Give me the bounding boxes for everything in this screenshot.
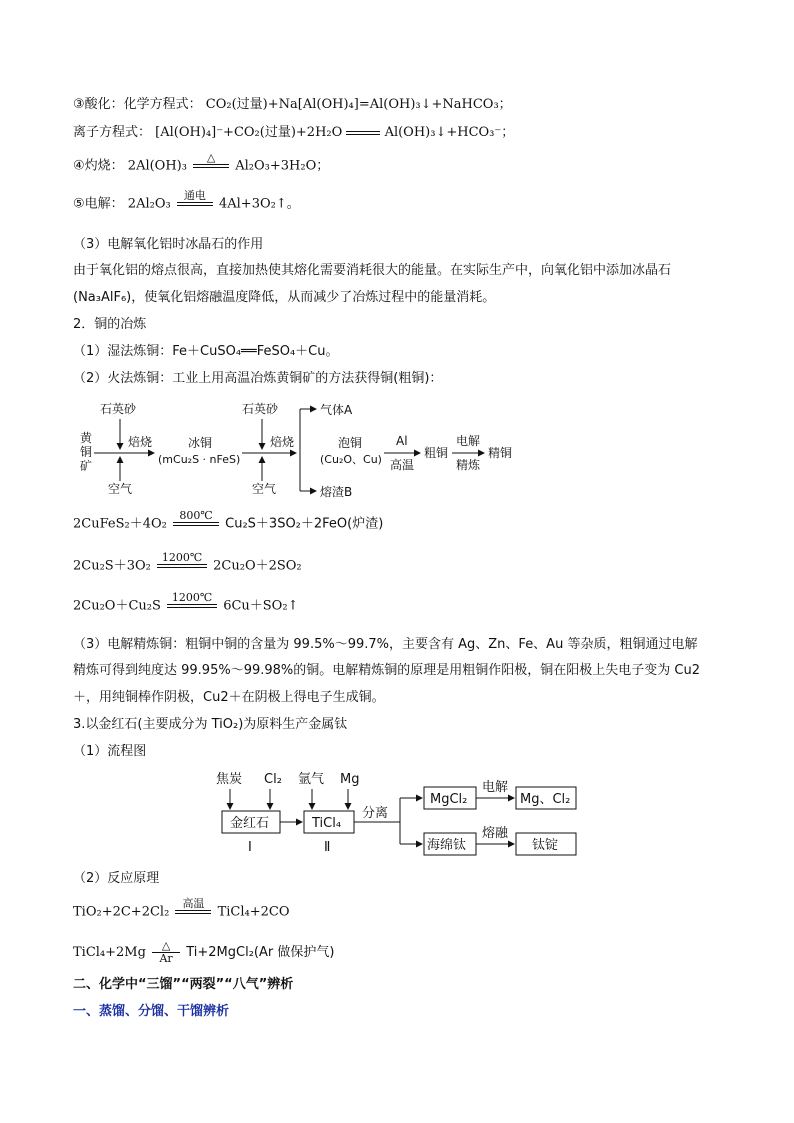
ore-char-3: 矿 [80, 459, 93, 473]
step5-left: 2Al₂O₃ [127, 196, 171, 212]
cu-eq3-cond-text: 1200℃ [171, 591, 213, 604]
step4-condition [193, 152, 229, 180]
copper-fire: （2）火法炼铜：工业上用高温冶炼黄铜矿的方法获得铜(粗铜)： [73, 371, 443, 386]
sec3-text-2: (Na₃AlF₆)，使氧化铝熔融温度降低，从而减少了冶炼过程中的能量消耗。 [73, 290, 496, 305]
rutile-label: 金红石 [230, 816, 270, 831]
refined-copper: 精铜 [488, 446, 513, 460]
refine-text-1: （3）电解精炼铜：粗铜中铜的含量为 99.5%～99.7%，主要含有 Ag、Zn、Fe、Au 等杂质，粗铜通过电解 [73, 637, 698, 652]
copper-title: 2．铜的冶炼 [73, 317, 147, 332]
cu-eq2-cond [157, 552, 207, 580]
step3-ionic-line [73, 124, 514, 142]
step5-line [73, 190, 300, 218]
refine-text-3: ＋，用纯铜棒作阴极，Cu2＋在阴极上得电子生成铜。 [73, 690, 385, 705]
section2-subtitle: 一、蒸馏、分馏、干馏辨析 [73, 1004, 230, 1019]
quartz1: 石英砂 [100, 402, 137, 416]
cu-eq2-left: 2Cu₂S＋3O₂ [73, 558, 151, 574]
ticl4-label: TiCl₄ [312, 816, 342, 831]
step5-condition [177, 190, 213, 218]
roast1: 焙烧 [128, 435, 153, 449]
ore-char-1: 黄 [80, 431, 93, 445]
mg-label: Mg [340, 772, 360, 787]
ionic-eq-right: Al(OH)₃↓+HCO₃⁻； [384, 125, 515, 140]
copper-wet: （1）湿法炼铜：Fe＋CuSO₄══FeSO₄＋Cu。 [73, 344, 339, 359]
cu-eq3-left: 2Cu₂O＋Cu₂S [73, 598, 161, 614]
blister-formula: (Cu₂O、Cu) [320, 453, 382, 466]
sec3-title: （3）电解氧化铝时冰晶石的作用 [73, 237, 264, 252]
ti-eq2 [73, 940, 334, 965]
step3-line [73, 96, 512, 114]
ionic-eq-left: [Al(OH)₄]⁻+CO₂(过量)+2H₂O [155, 125, 343, 140]
copper-eq2 [73, 552, 302, 580]
sec3-text-1: 由于氧化铝的熔点很高，直接加热使其熔化需要消耗很大的能量。在实际生产中，向氧化铝中添加冰晶石 [73, 263, 672, 278]
electrolysis-label: 电解 [456, 434, 481, 448]
slag-b: 熔渣B [320, 485, 353, 499]
step5-cond-text: 通电 [183, 189, 206, 202]
roman-2: Ⅱ [324, 840, 331, 855]
flow-title: （1）流程图 [73, 744, 147, 759]
ti-eq1 [73, 898, 290, 926]
cu-eq1-cond-text: 800℃ [179, 509, 213, 522]
copper-eq1 [73, 510, 383, 538]
ingot-label: 钛锭 [532, 838, 559, 853]
ti-electrolysis-label: 电解 [482, 780, 509, 795]
ti-eq2-right: Ti+2MgCl₂(Ar 做保护气) [186, 945, 335, 960]
step4-cond-text: △ [206, 151, 216, 164]
sponge-label: 海绵钛 [427, 838, 467, 853]
titanium-title: 3.以金红石(主要成分为 TiO₂)为原料生产金属钛 [73, 717, 348, 732]
melt-label: 熔融 [482, 826, 509, 841]
refine-text-2: 精炼可得到纯度达 99.95%～99.98%的铜。电解精炼铜的原理是用粗铜作阳极，铜在阳极上失电子变为 Cu2 [73, 663, 700, 678]
cu-eq2-right: 2Cu₂O＋2SO₂ [213, 558, 302, 574]
mg-cl2-label: Mg、Cl₂ [520, 792, 571, 807]
matte-label: 冰铜 [188, 436, 213, 450]
ionic-label: 离子方程式： [73, 125, 152, 140]
ti-eq2-cond-top: △ [161, 939, 171, 952]
cu-eq1-left: 2CuFeS₂＋4O₂ [73, 516, 167, 532]
ti-eq2-cond [152, 940, 180, 965]
gas-a: 气体A [320, 403, 353, 417]
coke-label: 焦炭 [216, 772, 243, 787]
cu-eq1-right: Cu₂S＋3SO₂＋2FeO(炉渣) [225, 516, 384, 532]
air1: 空气 [108, 482, 133, 496]
refine-label: 精炼 [456, 458, 481, 472]
double-equal-sign [346, 131, 380, 135]
ti-eq1-left: TiO₂+2C+2Cl₂ [73, 904, 170, 920]
ti-eq1-right: TiCl₄+2CO [217, 904, 290, 920]
ti-eq2-cond-bot: Ar [159, 952, 173, 965]
step4-left: 2Al(OH)₃ [127, 158, 187, 174]
cu-eq3-right: 6Cu＋SO₂↑ [223, 598, 299, 614]
section2-title: 二、化学中“三馏”“两裂”“八气”辨析 [73, 977, 294, 992]
roman-1: Ⅰ [248, 840, 252, 855]
cu-eq2-cond-text: 1200℃ [161, 551, 203, 564]
separate-label: 分离 [362, 806, 389, 821]
ore-char-2: 铜 [80, 445, 93, 459]
step3-label: ③酸化：化学方程式： [73, 97, 202, 112]
cl2-label: Cl₂ [264, 772, 282, 787]
ti-eq2-left: TiCl₄+2Mg [73, 945, 146, 960]
step4-right: Al₂O₃+3H₂O； [235, 158, 330, 174]
quartz2: 石英砂 [242, 402, 279, 416]
ti-eq1-cond [175, 898, 211, 926]
copper-flow-diagram [70, 395, 530, 505]
blister-label: 泡铜 [338, 436, 363, 450]
step5-label: ⑤电解： [73, 196, 124, 212]
titanium-flow-diagram [210, 765, 590, 875]
al-label: Al [396, 434, 408, 448]
cu-eq1-cond [173, 510, 219, 538]
principle-title: （2）反应原理 [73, 871, 160, 886]
step3-equation: CO₂(过量)+Na[Al(OH)₄]=Al(OH)₃↓+NaHCO₃； [205, 97, 512, 112]
step4-line [73, 152, 329, 180]
cu-eq3-cond [167, 592, 217, 620]
step5-right: 4Al+3O₂↑。 [218, 196, 300, 212]
ti-eq1-cond-text: 高温 [182, 897, 205, 910]
copper-eq3 [73, 592, 298, 620]
step4-label: ④灼烧： [73, 158, 124, 174]
high-temp-label: 高温 [390, 458, 415, 472]
argon-label: 氩气 [298, 772, 325, 787]
air2: 空气 [252, 482, 277, 496]
crude-copper: 粗铜 [424, 446, 449, 460]
roast2: 焙烧 [270, 435, 295, 449]
mgcl2-label: MgCl₂ [430, 792, 468, 807]
matte-formula: (mCu₂S · nFeS) [158, 453, 241, 466]
